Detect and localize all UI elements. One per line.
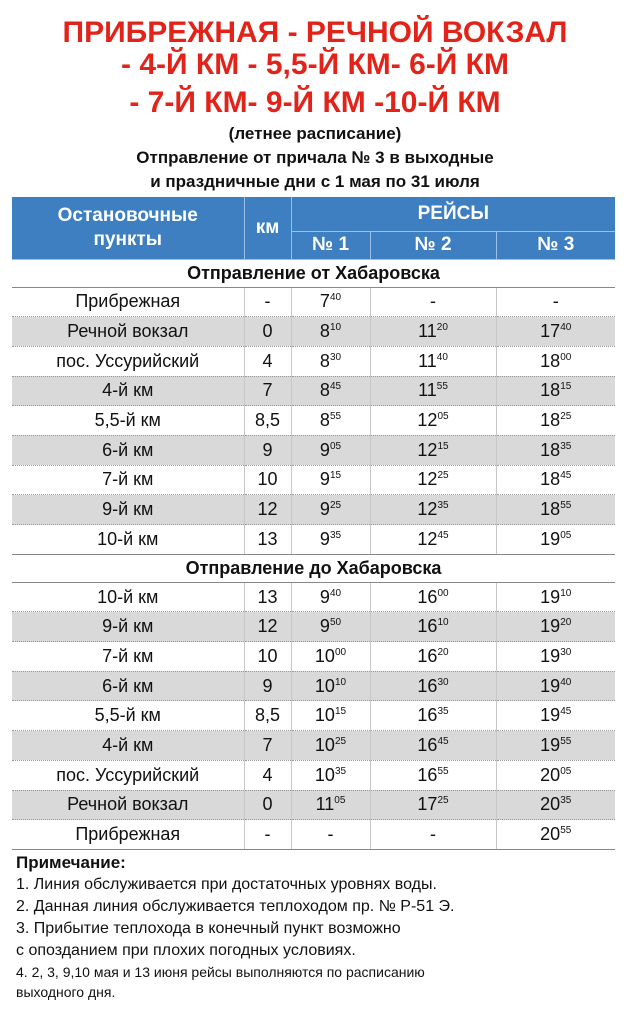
stop-km: 10 (244, 642, 291, 672)
time-hours: 17 (540, 321, 561, 342)
time-minutes: 50 (329, 617, 342, 629)
time-hours: 8 (319, 410, 330, 431)
time-hours: 9 (319, 616, 330, 637)
time-hours: 8 (319, 380, 330, 401)
table-row (12, 465, 615, 495)
trip-1-time (291, 760, 370, 790)
time-hours: 12 (417, 528, 438, 549)
trip-3-time (496, 376, 615, 406)
stop-km: 8,5 (244, 406, 291, 436)
time-hours: 9 (319, 469, 330, 490)
time-hours: 7 (319, 291, 330, 312)
stop-name: 4-й км (12, 731, 244, 761)
time-minutes: 10 (334, 676, 347, 688)
time-hours: 16 (417, 586, 438, 607)
time-minutes: 55 (436, 381, 448, 393)
table-row (12, 435, 615, 465)
time-hours: 16 (417, 705, 438, 726)
table-row (12, 671, 615, 701)
time-hours: 19 (540, 734, 561, 755)
stop-km: - (244, 820, 291, 850)
table-header-row (12, 197, 615, 231)
time-minutes: 45 (437, 735, 449, 747)
table-row (12, 317, 615, 347)
section-header (12, 259, 615, 287)
table-row (12, 376, 615, 406)
note-item: 2. Данная линия обслуживается теплоходом пр. № Р-51 Э. (16, 898, 455, 915)
time-minutes: 35 (437, 706, 449, 718)
header-km: км (244, 197, 291, 259)
time-minutes: 20 (437, 646, 449, 658)
time-minutes: 35 (334, 765, 347, 777)
time-hours: 8 (319, 321, 330, 342)
title-line-1: ПРИБРЕЖНАЯ - РЕЧНОЙ ВОКЗАЛ (62, 16, 568, 49)
schedule-body (12, 259, 615, 849)
trip-3-time (496, 612, 615, 642)
trip-2-time (370, 465, 496, 495)
trip-3-time (496, 346, 615, 376)
time-minutes: 40 (436, 351, 448, 363)
time-hours: 16 (417, 764, 438, 785)
trip-3-time (496, 317, 615, 347)
stop-name: 7-й км (12, 642, 244, 672)
section-title: Отправление до Хабаровска (12, 554, 615, 582)
table-row (12, 495, 615, 525)
trip-2-time (370, 790, 496, 820)
time-minutes: 25 (329, 500, 342, 512)
header-trip-2: № 2 (370, 231, 496, 259)
trip-1-time (291, 495, 370, 525)
table-row (12, 701, 615, 731)
table-row (12, 406, 615, 436)
stop-km: 10 (244, 465, 291, 495)
time-hours: 12 (417, 439, 438, 460)
time-hours: 19 (540, 616, 561, 637)
stop-name: 9-й км (12, 612, 244, 642)
trip-1-time (291, 612, 370, 642)
stop-km: 12 (244, 495, 291, 525)
trip-2-time (370, 317, 496, 347)
time-minutes: 10 (560, 587, 572, 599)
trip-2-time (370, 495, 496, 525)
time-minutes: 20 (560, 617, 572, 629)
header-trip-3: № 3 (496, 231, 615, 259)
notes-heading: Примечание: (16, 853, 126, 872)
table-row (12, 525, 615, 555)
time-hours: 10 (314, 734, 335, 755)
time-hours: 18 (540, 469, 561, 490)
trip-1-time (291, 376, 370, 406)
time-minutes: 05 (560, 529, 572, 541)
stop-km: - (244, 287, 291, 317)
departure-info-line-2: и праздничные дни с 1 мая по 31 июля (150, 172, 480, 191)
note-item: 1. Линия обслуживается при достаточных уровнях воды. (16, 876, 437, 893)
time-hours: 9 (319, 528, 330, 549)
trip-2-time (370, 731, 496, 761)
trip-2-time (370, 671, 496, 701)
stop-name: 10-й км (12, 525, 244, 555)
note-item: выходного дня. (16, 984, 116, 1000)
time-hours: 8 (319, 350, 330, 371)
table-row (12, 287, 615, 317)
time-minutes: 10 (329, 322, 342, 334)
section-header (12, 554, 615, 582)
trip-3-time (496, 820, 615, 850)
time-hours: 20 (540, 764, 561, 785)
table-row (12, 760, 615, 790)
time-minutes: 35 (560, 795, 572, 807)
trip-1-time (291, 346, 370, 376)
trip-1-time (291, 317, 370, 347)
stop-name: Прибрежная (12, 820, 244, 850)
stop-km: 12 (244, 612, 291, 642)
trip-2-time (370, 642, 496, 672)
trip-2-time (370, 435, 496, 465)
stop-name: пос. Уссурийский (12, 346, 244, 376)
trip-2-time (370, 406, 496, 436)
trip-1-time (291, 671, 370, 701)
time-minutes: 30 (437, 676, 449, 688)
time-hours: 11 (418, 350, 437, 371)
time-minutes: 40 (560, 322, 572, 334)
time-minutes: 25 (437, 795, 449, 807)
trip-1-time (291, 642, 370, 672)
note-item: 3. Прибытие теплохода в конечный пункт возможно (16, 920, 401, 937)
stop-km: 9 (244, 435, 291, 465)
trip-2-time (370, 287, 496, 317)
time-minutes: 00 (334, 646, 347, 658)
table-row (12, 582, 615, 612)
time-hours: 10 (314, 705, 335, 726)
trip-1-time (291, 790, 370, 820)
time-minutes: 15 (560, 381, 572, 393)
time-minutes: 25 (437, 470, 449, 482)
header-trip-1: № 1 (291, 231, 370, 259)
stop-name: 6-й км (12, 671, 244, 701)
time-minutes: 20 (436, 322, 448, 334)
time-hours: 16 (417, 645, 438, 666)
time-minutes: 40 (329, 587, 342, 599)
section-title: Отправление от Хабаровска (12, 259, 615, 287)
departure-info-line-1: Отправление от причала № 3 в выходные (136, 148, 494, 167)
stop-km: 8,5 (244, 701, 291, 731)
header-trips: РЕЙСЫ (291, 197, 615, 231)
stop-name: Речной вокзал (12, 790, 244, 820)
time-hours: 12 (417, 410, 438, 431)
trip-3-time (496, 287, 615, 317)
time-minutes: 55 (329, 411, 342, 423)
trip-3-time (496, 731, 615, 761)
time-hours: 18 (540, 350, 561, 371)
time-hours: 19 (540, 645, 561, 666)
time-minutes: 55 (437, 765, 449, 777)
title-line-3: - 7-Й КМ- 9-Й КМ -10-Й КМ (129, 86, 501, 119)
time-hours: 9 (319, 586, 330, 607)
time-hours: 19 (540, 705, 561, 726)
time-hours: 10 (314, 675, 335, 696)
stop-km: 7 (244, 731, 291, 761)
trip-3-time (496, 701, 615, 731)
time-hours: - (327, 824, 334, 845)
time-hours: 18 (540, 499, 561, 520)
time-hours: 20 (540, 794, 561, 815)
trip-2-time (370, 525, 496, 555)
stop-name: 5,5-й км (12, 701, 244, 731)
time-hours: 19 (540, 586, 561, 607)
time-hours: 9 (319, 499, 330, 520)
stop-name: 10-й км (12, 582, 244, 612)
time-hours: 11 (418, 321, 437, 342)
time-hours: 17 (417, 794, 438, 815)
time-hours: 18 (540, 439, 561, 460)
time-minutes: 40 (560, 676, 572, 688)
time-hours: 18 (540, 410, 561, 431)
notes (16, 852, 616, 1002)
trip-1-time (291, 525, 370, 555)
time-hours: 12 (417, 499, 438, 520)
trip-3-time (496, 760, 615, 790)
stop-km: 4 (244, 760, 291, 790)
time-minutes: 40 (329, 292, 342, 304)
time-minutes: 00 (560, 351, 572, 363)
time-hours: 9 (319, 439, 330, 460)
stop-km: 4 (244, 346, 291, 376)
stop-km: 0 (244, 317, 291, 347)
trip-3-time (496, 525, 615, 555)
time-hours: 16 (417, 734, 438, 755)
trip-1-time (291, 820, 370, 850)
time-minutes: 35 (329, 529, 342, 541)
note-item: с опозданием при плохих погодных условиях. (16, 942, 356, 959)
time-minutes: 25 (334, 735, 347, 747)
trip-2-time (370, 701, 496, 731)
time-hours: 16 (417, 616, 438, 637)
table-row (12, 820, 615, 850)
time-minutes: 45 (329, 381, 342, 393)
table-row (12, 731, 615, 761)
stop-name: Прибрежная (12, 287, 244, 317)
note-item: 4. 2, 3, 9,10 мая и 13 июня рейсы выполняются по расписанию (16, 964, 425, 980)
trip-3-time (496, 465, 615, 495)
trip-1-time (291, 582, 370, 612)
time-hours: - (430, 824, 436, 845)
time-hours: 10 (314, 764, 335, 785)
stop-name: 5,5-й км (12, 406, 244, 436)
header-stops: Остановочные пункты (12, 197, 244, 259)
trip-3-time (496, 435, 615, 465)
time-hours: 12 (417, 469, 438, 490)
time-minutes: 05 (334, 795, 346, 807)
time-minutes: 05 (560, 765, 572, 777)
trip-2-time (370, 612, 496, 642)
trip-3-time (496, 642, 615, 672)
trip-1-time (291, 465, 370, 495)
trip-3-time (496, 790, 615, 820)
trip-3-time (496, 406, 615, 436)
time-hours: 19 (540, 675, 561, 696)
table-row (12, 346, 615, 376)
time-minutes: 15 (329, 470, 342, 482)
stop-name: 6-й км (12, 435, 244, 465)
trip-2-time (370, 582, 496, 612)
time-hours: 20 (540, 824, 561, 845)
time-minutes: 30 (329, 351, 342, 363)
time-hours: 16 (417, 675, 438, 696)
stop-km: 7 (244, 376, 291, 406)
table-row (12, 790, 615, 820)
trip-2-time (370, 376, 496, 406)
stop-km: 13 (244, 525, 291, 555)
trip-3-time (496, 671, 615, 701)
time-hours: 11 (418, 380, 437, 401)
time-minutes: 55 (560, 825, 572, 837)
time-hours: - (430, 291, 436, 312)
trip-1-time (291, 701, 370, 731)
trip-2-time (370, 346, 496, 376)
stop-name: 9-й км (12, 495, 244, 525)
time-minutes: 55 (560, 735, 572, 747)
time-hours: 11 (315, 794, 335, 815)
trip-1-time (291, 287, 370, 317)
season-subtitle: (летнее расписание) (228, 124, 402, 143)
stop-km: 0 (244, 790, 291, 820)
stop-name: 4-й км (12, 376, 244, 406)
trip-2-time (370, 820, 496, 850)
time-minutes: 45 (560, 470, 572, 482)
trip-1-time (291, 731, 370, 761)
table-row (12, 612, 615, 642)
time-minutes: 15 (334, 706, 347, 718)
trip-3-time (496, 582, 615, 612)
time-hours: 10 (314, 645, 335, 666)
trip-1-time (291, 435, 370, 465)
stop-km: 9 (244, 671, 291, 701)
table-row (12, 642, 615, 672)
time-minutes: 25 (560, 411, 572, 423)
time-minutes: 35 (437, 500, 449, 512)
time-minutes: 15 (437, 440, 449, 452)
time-minutes: 10 (437, 617, 449, 629)
trip-1-time (291, 406, 370, 436)
stop-name: пос. Уссурийский (12, 760, 244, 790)
stop-name: 7-й км (12, 465, 244, 495)
time-minutes: 05 (437, 411, 449, 423)
time-minutes: 05 (329, 440, 342, 452)
stop-km: 13 (244, 582, 291, 612)
trip-3-time (496, 495, 615, 525)
time-minutes: 45 (437, 529, 449, 541)
stop-name: Речной вокзал (12, 317, 244, 347)
time-minutes: 35 (560, 440, 572, 452)
time-minutes: 55 (560, 500, 572, 512)
time-hours: - (552, 291, 559, 312)
trip-2-time (370, 760, 496, 790)
time-minutes: 30 (560, 646, 572, 658)
time-minutes: 45 (560, 706, 572, 718)
schedule-table (12, 197, 615, 850)
time-hours: 19 (540, 528, 561, 549)
time-minutes: 00 (437, 587, 449, 599)
title-line-2: - 4-Й КМ - 5,5-Й КМ- 6-Й КМ (121, 48, 509, 81)
time-hours: 18 (540, 380, 561, 401)
